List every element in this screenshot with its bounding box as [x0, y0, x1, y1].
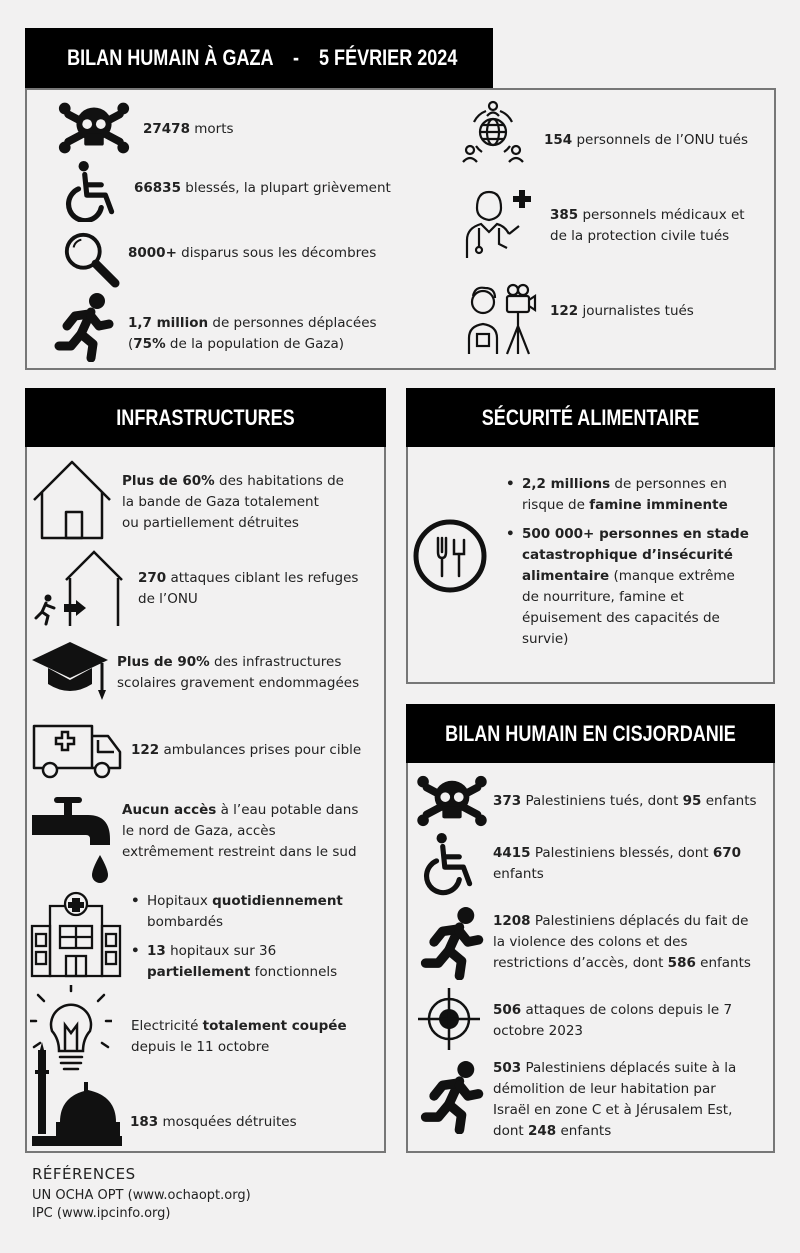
- food-bullet-2: • 500 000+ personnes en stade catastrophique d’insécurité alimentaire (manque extrême de nourriture, famine et épuisement des capacités de survie): [506, 524, 749, 650]
- food-title: SÉCURITÉ ALIMENTAIRE: [481, 405, 700, 430]
- stat-displaced: 1,7 million de personnes déplacées (75% de la population de Gaza): [128, 315, 377, 352]
- hospital-icon: [30, 890, 122, 978]
- stat-medical-staff: 385 personnels médicaux et de la protection civile tués: [550, 207, 745, 244]
- infra-hospitals: [131, 891, 343, 991]
- wb-displaced: 1208 Palestiniens déplacés du fait de la violence des colons et des restrictions d’accès, dont 586 enfants: [493, 913, 751, 971]
- infra-schools: Plus de 90% des infrastructures scolaires gravement endommagées: [117, 654, 360, 691]
- references: [32, 1165, 251, 1223]
- westbank-title: BILAN HUMAIN EN CISJORDANIE: [445, 721, 736, 746]
- infra-title: INFRASTRUCTURES: [116, 405, 295, 430]
- wb-killed: 373 Palestiniens tués, dont 95 enfants: [493, 793, 757, 809]
- running-person-icon: [418, 1060, 484, 1134]
- running-person-icon: [418, 906, 484, 980]
- references-title: RÉFÉRENCES: [32, 1165, 136, 1183]
- magnifier-icon: [62, 230, 120, 288]
- infra-housing: Plus de 60% des habitations de la bande de Gaza totalement ou partiellement détruites: [122, 473, 344, 531]
- infra-electricity: Electricité totalement coupée depuis le 11 octobre: [131, 1018, 347, 1055]
- skull-icon: [412, 774, 492, 828]
- mosque-icon: [30, 1042, 126, 1148]
- reference-item: UN OCHA OPT (www.ochaopt.org): [32, 1188, 251, 1203]
- stat-missing: 8000+ disparus sous les décombres: [128, 245, 377, 261]
- house-icon: [30, 458, 114, 542]
- wb-attacks: 506 attaques de colons depuis le 7 octobre 2023: [493, 1002, 733, 1039]
- target-crosshair-icon: [418, 988, 480, 1050]
- infra-ambulances: 122 ambulances prises pour cible: [131, 742, 362, 758]
- gaza-title: BILAN HUMAIN À GAZA: [67, 45, 273, 70]
- wheelchair-icon: [62, 160, 124, 222]
- stat-un-staff: 154 personnels de l’ONU tués: [544, 132, 748, 148]
- infra-header: [25, 388, 386, 447]
- wheelchair-icon: [420, 830, 482, 896]
- doctor-icon: [463, 188, 533, 260]
- food-header: [406, 388, 775, 447]
- gaza-header: [25, 28, 493, 88]
- stat-deaths: 27478 morts: [143, 121, 234, 137]
- skull-icon: [55, 100, 133, 156]
- stat-journalists: 122 journalistes tués: [550, 303, 694, 319]
- infra-water: Aucun accès à l’eau potable dans le nord de Gaza, accès extrêmement restreint dans le sud: [122, 802, 359, 860]
- reference-item: IPC (www.ipcinfo.org): [32, 1206, 171, 1221]
- globe-people-icon: [460, 100, 526, 166]
- hospital-bullet-1: • Hopitaux quotidiennement bombardés: [131, 891, 343, 933]
- stat-injured: 66835 blessés, la plupart grièvement: [134, 180, 391, 196]
- food-bullet-1: • 2,2 millions de personnes en risque de famine imminente: [506, 474, 749, 516]
- journalist-camera-icon: [463, 282, 537, 356]
- food-stats: [506, 474, 749, 658]
- wb-demolition: 503 Palestiniens déplacés suite à la démolition de leur habitation par Israël en zone C et à Jérusalem Est, dont 248 enfants: [493, 1060, 737, 1139]
- shelter-exit-icon: [30, 548, 126, 628]
- infra-shelters: 270 attaques ciblant les refuges de l’ONU: [138, 570, 359, 607]
- running-person-icon: [52, 292, 114, 362]
- ambulance-icon: [30, 722, 122, 782]
- faucet-icon: [30, 795, 114, 887]
- wb-injured: 4415 Palestiniens blessés, dont 670 enfants: [493, 845, 742, 882]
- plate-fork-knife-icon: [412, 518, 488, 594]
- infra-mosques: 183 mosquées détruites: [130, 1114, 297, 1130]
- gaza-sep: -: [292, 45, 299, 70]
- westbank-header: [406, 704, 775, 763]
- gaza-date: 5 FÉVRIER 2024: [319, 45, 458, 70]
- hospital-bullet-2: • 13 hopitaux sur 36 partiellement fonctionnels: [131, 941, 343, 983]
- graduation-cap-icon: [30, 638, 110, 706]
